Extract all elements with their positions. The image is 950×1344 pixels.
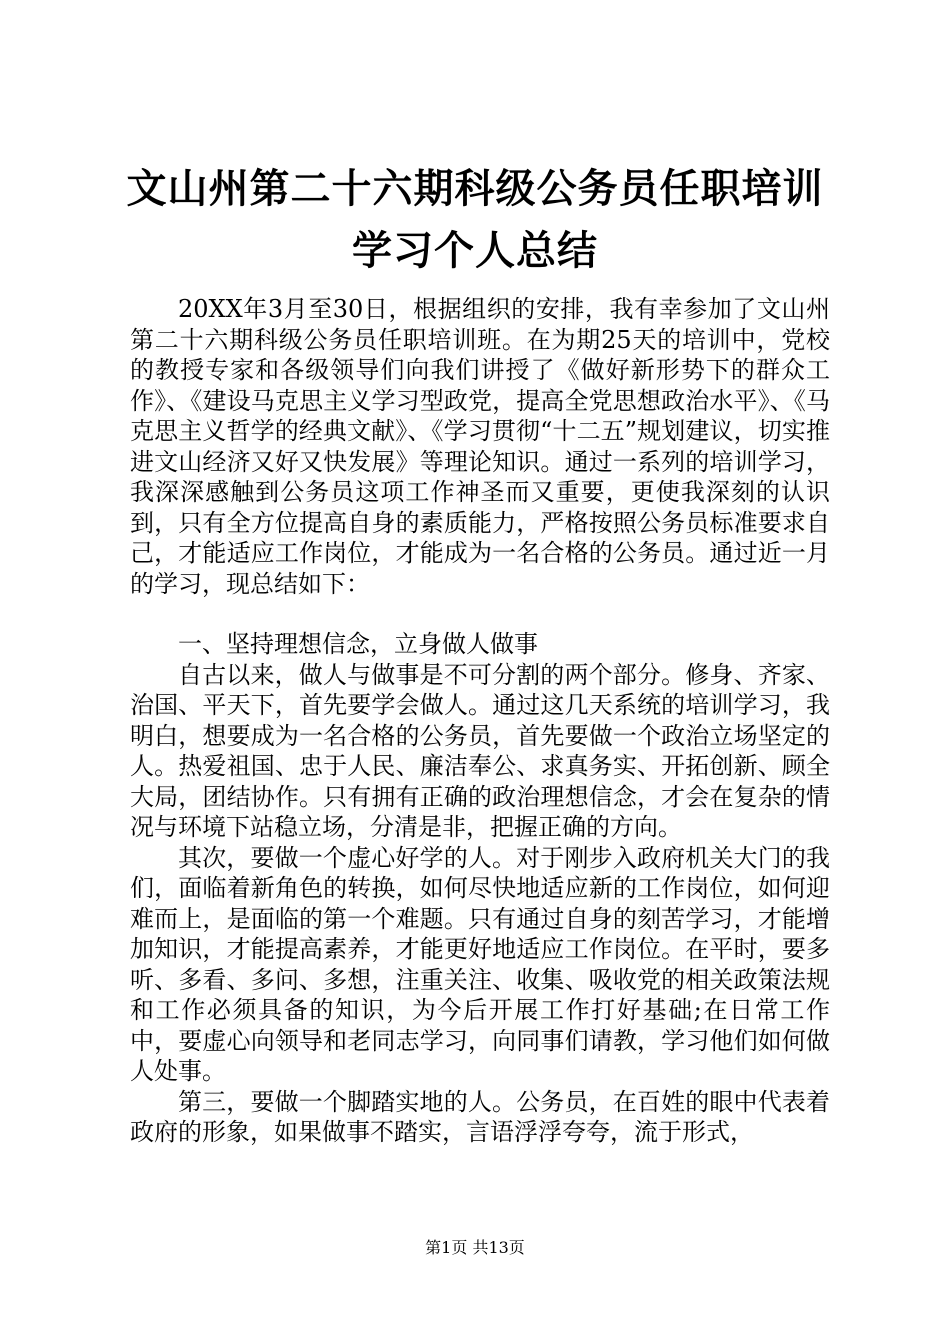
section-heading: 一、坚持理想信念，立身做人做事 <box>178 630 538 658</box>
paragraph-intro: 20XX年3月至30日，根据组织的安排，我有幸参加了文山州第二十六期科级公务员任职培训班。在为期25天的培训中，党校的教授专家和各级领导们向我们讲授了《做好新形势下的群众工作》、《建设马克思主义学习型政党，提高全党思想政治水平》、《马克思主义哲学的经典文献》、《学习贯彻“十二五”规划建议，切实推进文山经济又好又快发展》等理论知识。通过一系列的培训学习，我深深感触到公务员这项工作神圣而又重要，更使我深刻的认识到，只有全方位提高自身的素质能力，严格按照公务员标准要求自己，才能适应工作岗位，才能成为一名合格的公务员。通过近一月的学习，现总结如下： <box>130 295 830 598</box>
paragraph-section-1-1: 自古以来，做人与做事是不可分割的两个部分。修身、齐家、治国、平天下，首先要学会做人。通过这几天系统的培训学习，我明白，想要成为一名合格的公务员，首先要做一个政治立场坚定的人。热爱祖国、忠于人民、廉洁奉公、求真务实、开拓创新、顾全大局，团结协作。只有拥有正确的政治理想信念，才会在复杂的情况与环境下站稳立场，分清是非，把握正确的方向。 <box>130 660 830 841</box>
document-title: 文山州第二十六期科级公务员任职培训学习个人总结 <box>126 165 824 274</box>
document-body <box>130 294 830 1148</box>
paragraph-section-1-3: 第三，要做一个脚踏实地的人。公务员，在百姓的眼中代表着政府的形象，如果做事不踏实，言语浮浮夸夸，流于形式， <box>130 1087 830 1146</box>
paragraph-section-1-2: 其次，要做一个虚心好学的人。对于刚步入政府机关大门的我们，面临着新角色的转换，如何尽快地适应新的工作岗位，如何迎难而上，是面临的第一个难题。只有通过自身的刻苦学习，才能增加知识，才能提高素养，才能更好地适应工作岗位。在平时，要多听、多看、多问、多想，注重关注、收集、吸收党的相关政策法规和工作必须具备的知识，为今后开展工作打好基础;在日常工作中，要虚心向领导和老同志学习，向同事们请教，学习他们如何做人处事。 <box>130 843 830 1085</box>
page-number-footer: 第1页 共13页 <box>425 1238 525 1257</box>
